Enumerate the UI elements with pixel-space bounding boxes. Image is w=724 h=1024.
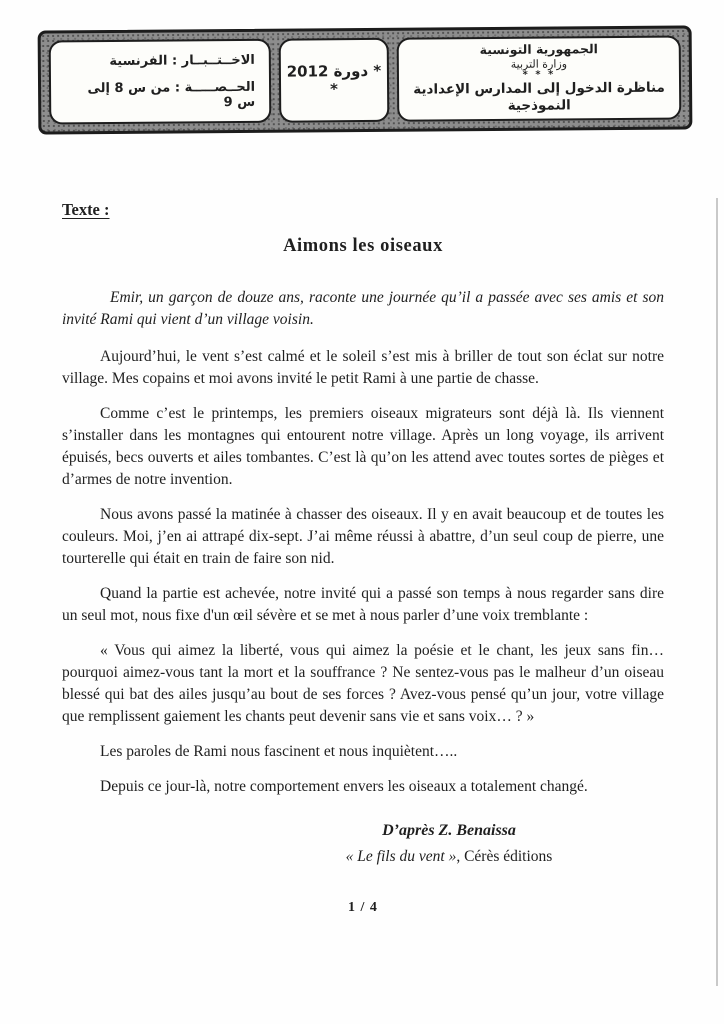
page-number: 1 / 4 <box>348 900 378 915</box>
paragraph-7: Depuis ce jour-là, notre comportement envers les oiseaux a totalement changé. <box>100 778 588 795</box>
attribution-block <box>284 822 614 866</box>
exam-time-label: الحــصـــــة : من س 8 إلى س 9 <box>87 79 256 110</box>
header-session-box <box>279 38 390 123</box>
paragraph-1: Aujourd’hui, le vent s’est calmé et le soleil s’est mis à briller de tout son éclat sur notre village. Mes copains et moi avons invité le petit Rami à une partie de chasse. <box>62 348 664 387</box>
scan-artifact-line <box>716 198 718 986</box>
texte-label: Texte : <box>62 200 110 219</box>
ministry-label: وزارة التربية <box>510 57 568 71</box>
paragraph-4: Quand la partie est achevée, notre invité qui a passé son temps à nous regarder sans dire un seul mot, nous fixe d'un œil sévère et se met à nous parler d’une voix tremblante : <box>62 585 664 624</box>
session-label: * دورة 2012 * <box>286 61 382 99</box>
paragraph-2: Comme c’est le printemps, les premiers oiseaux migrateurs sont déjà là. Ils viennent s’installer dans les montagnes qui entourent notre village. Après un long voyage, ils arrivent épuisés, becs ouverts et ailes tombantes. C’est là qu’on les attend avec toutes sortes de pièges et d’armes de notre invention. <box>62 405 664 488</box>
attribution-source-rest: , Cérès éditions <box>456 848 553 865</box>
exam-header-box <box>38 25 693 134</box>
attribution-source-title: « Le fils du vent » <box>345 848 457 865</box>
attribution-source <box>284 848 614 866</box>
document-body <box>62 200 664 916</box>
paragraph-6: Les paroles de Rami nous fascinent et nous inquiètent….. <box>100 743 458 760</box>
page-title: Aimons les oiseaux <box>283 236 443 256</box>
intro-paragraph: Emir, un garçon de douze ans, raconte une journée qu’il a passée avec ses amis et son invité Rami qui vient d’un village voisin. <box>62 289 664 328</box>
stars-separator: * * * <box>522 69 556 81</box>
header-exam-info-box <box>49 39 272 125</box>
header-official-box <box>397 36 682 122</box>
republic-label: الجمهورية التونسية <box>479 41 598 58</box>
paragraph-5: « Vous qui aimez la liberté, vous qui aimez la poésie et le chant, les jeux sans fin… pourquoi aimez-vous tant la mort et la souffrance ? Ne sentez-vous pas le malheur d’un oiseau blessé qui bat des ailes jusqu’au bout de ses forces ? Avez-vous pensé qu’un jour, votre village que remplissent gaiement les chants peut devenir sans vie et sans voix… ? » <box>62 642 664 725</box>
exam-name-label: مناظرة الدخول إلى المدارس الإعدادية النموذجية <box>413 79 665 115</box>
attribution-author: D’après Z. Benaissa <box>382 822 516 839</box>
paragraph-3: Nous avons passé la matinée à chasser des oiseaux. Il y en avait beaucoup et de toutes les couleurs. Moi, j’en ai attrapé dix-sept. J’ai même réussi à abattre, d’un seul coup de pierre, une tourterelle qui était en train de faire son nid. <box>62 506 664 567</box>
exam-subject-label: الاخــتــبــار : الفرنسية <box>109 52 255 69</box>
